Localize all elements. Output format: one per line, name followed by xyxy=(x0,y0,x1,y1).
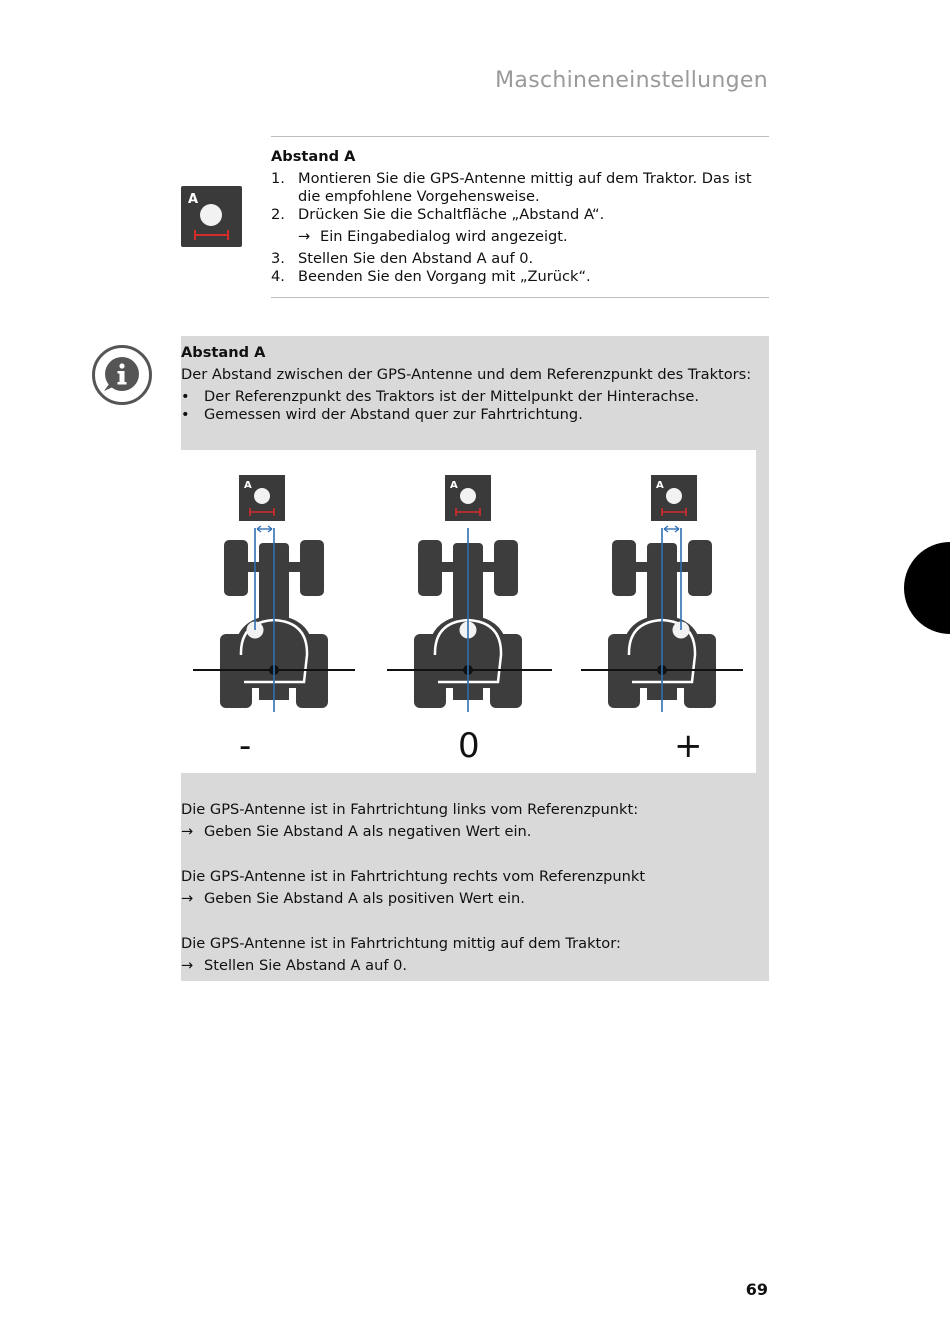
result-text: Ein Eingabedialog wird angezeigt. xyxy=(320,228,568,245)
instruction-heading: Abstand A xyxy=(271,148,356,165)
step-3 xyxy=(271,250,533,268)
case-center-condition: Die GPS-Antenne ist in Fahrtrichtung mittig auf dem Traktor: xyxy=(181,935,621,952)
case-left-action xyxy=(181,823,531,841)
case-left-condition: Die GPS-Antenne ist in Fahrtrichtung links vom Referenzpunkt: xyxy=(181,801,639,818)
action-text: Geben Sie Abstand A als positiven Wert ein. xyxy=(204,890,525,907)
action-text: Geben Sie Abstand A als negativen Wert ein. xyxy=(204,823,532,840)
result-arrow-icon: → xyxy=(298,228,311,245)
abstand-a-button-icon xyxy=(181,186,242,247)
step-4 xyxy=(271,268,591,286)
arrow-icon: → xyxy=(181,957,194,974)
arrow-icon: → xyxy=(181,823,194,840)
step-text: Montieren Sie die GPS-Antenne mittig auf dem Traktor. Das ist xyxy=(298,170,752,187)
bullet-icon: • xyxy=(181,406,190,423)
info-bullet-2 xyxy=(181,406,583,424)
arrow-icon: → xyxy=(181,890,194,907)
antenna-offset-figure xyxy=(181,450,756,773)
bullet-icon: • xyxy=(181,388,190,405)
info-intro: Der Abstand zwischen der GPS-Antenne und dem Referenzpunkt des Traktors: xyxy=(181,366,752,383)
info-heading: Abstand A xyxy=(181,344,266,361)
bullet-text: Gemessen wird der Abstand quer zur Fahrtrichtung. xyxy=(204,406,583,423)
page-number: 69 xyxy=(745,1280,768,1299)
icon-letter: A xyxy=(188,192,199,207)
icon-letter: A xyxy=(244,480,252,491)
bullet-text: Der Referenzpunkt des Traktors ist der Mittelpunkt der Hinterachse. xyxy=(204,388,700,405)
tractor-right-offset xyxy=(581,475,743,712)
info-icon xyxy=(91,344,153,406)
tractor-centered xyxy=(387,475,552,712)
step-number: 2. xyxy=(271,206,285,223)
step-1 xyxy=(271,170,771,188)
label-negative: - xyxy=(239,726,252,766)
icon-letter: A xyxy=(450,480,458,491)
case-right-action xyxy=(181,890,525,908)
step-text: Beenden Sie den Vorgang mit „Zurück“. xyxy=(298,268,591,285)
step-1-continued: die empfohlene Vorgehensweise. xyxy=(298,188,540,205)
label-positive: + xyxy=(674,726,703,766)
chapter-tab-marker xyxy=(904,542,950,634)
label-zero: 0 xyxy=(458,726,480,766)
step-number: 1. xyxy=(271,170,285,187)
step-2-result xyxy=(298,228,568,246)
top-divider xyxy=(271,136,769,137)
action-text: Stellen Sie Abstand A auf 0. xyxy=(204,957,408,974)
step-number: 3. xyxy=(271,250,285,267)
step-text: Stellen Sie den Abstand A auf 0. xyxy=(298,250,534,267)
page-header-title: Maschineneinstellungen xyxy=(495,68,768,93)
case-right-condition: Die GPS-Antenne ist in Fahrtrichtung rechts vom Referenzpunkt xyxy=(181,868,646,885)
case-center-action xyxy=(181,957,407,975)
step-number: 4. xyxy=(271,268,285,285)
icon-letter: A xyxy=(656,480,664,491)
step-text: Drücken Sie die Schaltfläche „Abstand A“. xyxy=(298,206,605,223)
step-2 xyxy=(271,206,604,224)
tractor-left-offset xyxy=(193,475,355,712)
info-bullet-1 xyxy=(181,388,699,406)
bottom-divider xyxy=(271,297,769,298)
